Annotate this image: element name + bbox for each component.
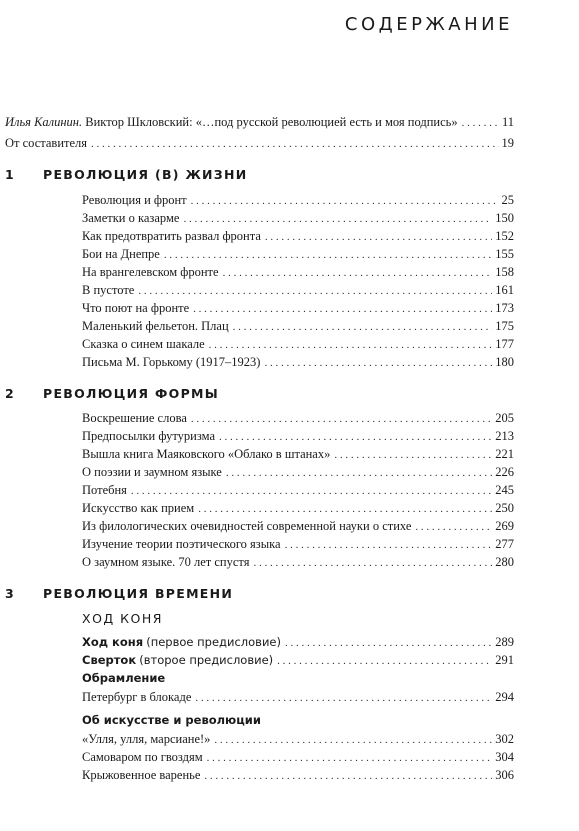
page-number: 152: [495, 229, 514, 243]
toc-entry[interactable]: О поэзии и заумном языке . . . 226: [82, 464, 514, 481]
page-number: 175: [495, 319, 514, 333]
section-title: РЕВОЛЮЦИЯ ФОРМЫ: [43, 386, 220, 401]
page-number: 221: [495, 447, 514, 461]
leader-dots: [226, 465, 492, 481]
toc-entry-label: От составителя: [5, 136, 88, 150]
leader-dots: [219, 429, 492, 445]
leader-dots: [191, 411, 492, 427]
leader-dots: [138, 283, 492, 299]
page-number: 150: [495, 211, 514, 225]
leader-dots: [253, 555, 492, 571]
page-number: 269: [495, 519, 514, 533]
toc-entry[interactable]: Искусство как прием . . . 250: [82, 500, 514, 517]
leader-dots: [285, 635, 492, 651]
page-number: 11: [501, 115, 514, 129]
toc-entry[interactable]: Вышла книга Маяковского «Облако в штанах» . . . 221: [82, 446, 514, 463]
page-number: 250: [495, 501, 514, 515]
page-number: 173: [495, 301, 514, 315]
leader-dots: [91, 136, 498, 152]
toc-entry[interactable]: Сказка о синем шакале . . . 177: [82, 336, 514, 353]
toc-entry[interactable]: Заметки о казарме . . . 150: [82, 210, 514, 227]
leader-dots: [183, 211, 492, 227]
leader-dots: [285, 537, 493, 553]
leader-dots: [191, 193, 499, 209]
page-number: 177: [495, 337, 514, 351]
toc-entry-label: Илья Калинин. Виктор Шкловский: «…под русской революцией есть и моя подпись»: [5, 115, 458, 129]
toc-entry[interactable]: В пустоте . . . 161: [82, 282, 514, 299]
leader-dots: [195, 690, 492, 706]
subsection-title: ХОД КОНЯ: [82, 611, 163, 626]
group-heading: Об искусстве и революции: [82, 713, 261, 727]
page-number: 158: [495, 265, 514, 279]
toc-entry[interactable]: На врангелевском фронте . . . 158: [82, 264, 514, 281]
toc-entry[interactable]: О заумном языке. 70 лет спустя . . . 280: [82, 554, 514, 571]
toc-entry[interactable]: Маленький фельетон. Плац . . . 175: [82, 318, 514, 335]
page-number: 306: [495, 768, 514, 782]
page-number: 25: [501, 193, 514, 207]
leader-dots: [415, 519, 492, 535]
leader-dots: [334, 447, 492, 463]
toc-entry[interactable]: Предпосылки футуризма . . . 213: [82, 428, 514, 445]
page-number: 291: [495, 653, 514, 667]
toc-entry[interactable]: Самоваром по гвоздям . . . 304: [82, 749, 514, 766]
section-heading-2: [5, 386, 219, 401]
toc-entry[interactable]: Крыжовенное варенье . . . 306: [82, 767, 514, 784]
toc-entry[interactable]: Письма М. Горькому (1917–1923) . . . 180: [82, 354, 514, 371]
toc-entry[interactable]: Революция и фронт . . . 25: [82, 192, 514, 209]
page-number: 304: [495, 750, 514, 764]
page-number: 294: [495, 690, 514, 704]
leader-dots: [193, 301, 492, 317]
page-number: 226: [495, 465, 514, 479]
toc-entry[interactable]: Потебня . . . 245: [82, 482, 514, 499]
leader-dots: [233, 319, 493, 335]
page-title: СОДЕРЖАНИЕ: [344, 14, 513, 35]
page-number: 205: [495, 411, 514, 425]
toc-entry[interactable]: Бои на Днепре . . . 155: [82, 246, 514, 263]
toc-entry-preface-2[interactable]: Сверток (второе предисловие) . . . 291: [82, 652, 514, 669]
toc-entry[interactable]: Воскрешение слова . . . 205: [82, 410, 514, 427]
leader-dots: [223, 265, 493, 281]
leader-dots: [214, 732, 492, 748]
leader-dots: [462, 115, 499, 131]
page-number: 289: [495, 635, 514, 649]
toc-entry[interactable]: Из филологических очевидностей современной науки о стихе . . . 269: [82, 518, 514, 535]
toc-entry[interactable]: Что поют на фронте . . . 173: [82, 300, 514, 317]
page-number: 280: [495, 555, 514, 569]
page-number: 161: [495, 283, 514, 297]
toc-entry-compiler-note[interactable]: [5, 135, 514, 152]
toc-entry[interactable]: Изучение теории поэтического языка . . . 277: [82, 536, 514, 553]
page-number: 180: [495, 355, 514, 369]
author-name: Илья Калинин.: [5, 115, 83, 129]
page-number: 245: [495, 483, 514, 497]
section-title: РЕВОЛЮЦИЯ ВРЕМЕНИ: [43, 586, 234, 601]
toc-entry[interactable]: Петербург в блокаде . . . 294: [82, 689, 514, 706]
section-number: 3: [5, 586, 14, 601]
section-heading-1: [5, 167, 248, 182]
page-number: 213: [495, 429, 514, 443]
leader-dots: [209, 337, 493, 353]
page-number: 302: [495, 732, 514, 746]
section-number: 2: [5, 386, 14, 401]
toc-entry-intro-essay[interactable]: [5, 114, 514, 131]
section-title: РЕВОЛЮЦИЯ (В) ЖИЗНИ: [43, 167, 248, 182]
leader-dots: [277, 653, 492, 669]
section-heading-3: [5, 586, 233, 601]
leader-dots: [207, 750, 493, 766]
page-number: 277: [495, 537, 514, 551]
toc-entry[interactable]: «Улля, улля, марсиане!» . . . 302: [82, 731, 514, 748]
group-heading: Обрамление: [82, 671, 166, 685]
leader-dots: [204, 768, 492, 784]
section-number: 1: [5, 167, 14, 182]
page-number: 155: [495, 247, 514, 261]
page-number: 19: [501, 136, 514, 150]
leader-dots: [198, 501, 492, 517]
leader-dots: [265, 229, 492, 245]
toc-entry[interactable]: Как предотвратить развал фронта . . . 152: [82, 228, 514, 245]
leader-dots: [164, 247, 492, 263]
leader-dots: [264, 355, 492, 371]
leader-dots: [131, 483, 492, 499]
toc-entry-preface-1[interactable]: Ход коня (первое предисловие) . . . 289: [82, 634, 514, 651]
